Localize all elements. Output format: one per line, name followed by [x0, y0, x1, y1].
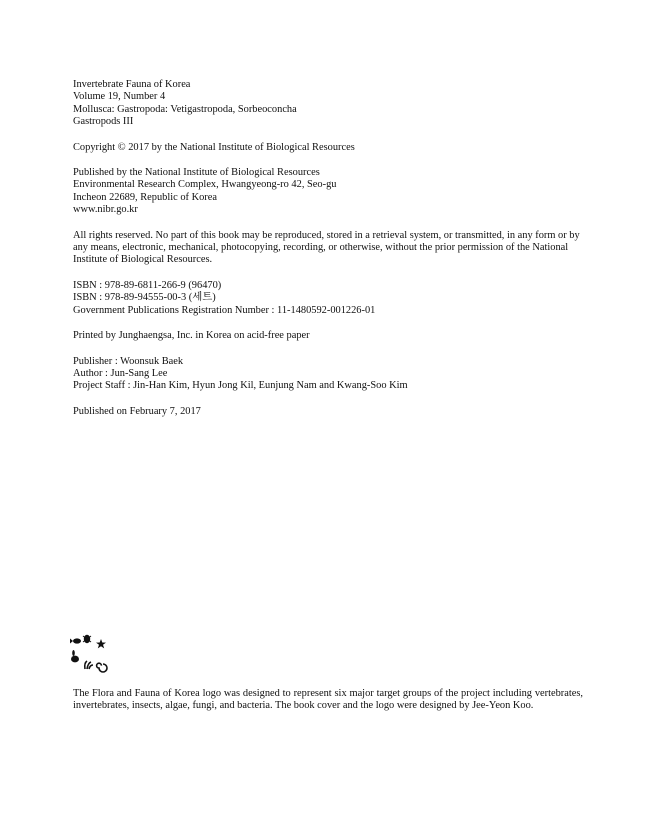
registration-number: Government Publications Registration Number : 11-1480592-001226-01	[73, 304, 376, 316]
publication-date-block	[73, 406, 583, 418]
staff-info	[73, 356, 583, 393]
printer-info	[73, 330, 583, 342]
publisher-address-1: Environmental Research Complex, Hwangyeong-ro 42, Seo-gu	[73, 179, 337, 191]
book-subtitle: Gastropods III	[73, 116, 134, 128]
isbn-set: ISBN : 978-89-94555-00-3 (세트)	[73, 292, 216, 304]
publisher-person: Publisher : Woonsuk Baek	[73, 355, 184, 367]
publisher-website: www.nibr.go.kr	[73, 204, 138, 216]
copyright-page	[73, 79, 583, 431]
volume-number: Volume 19, Number 4	[73, 91, 166, 103]
logo-icon	[70, 633, 112, 675]
publication-date: Published on February 7, 2017	[73, 405, 201, 417]
publisher-name: Published by the National Institute of Biological Resources	[73, 167, 320, 179]
isbn-volume: ISBN : 978-89-6811-266-9 (96470)	[73, 279, 222, 291]
copyright-text: Copyright © 2017 by the National Institute of Biological Resources	[73, 141, 355, 153]
publisher-address-2: Incheon 22689, Republic of Korea	[73, 191, 217, 203]
rights-statement: All rights reserved. No part of this book may be reproduced, stored in a retrieval system, or transmitted, in any form or by any means, electronic, mechanical, photocopying, recording, or otherwise, without the prior permission of the National Institute of Biological Resources.	[73, 229, 580, 266]
publisher-info	[73, 167, 583, 217]
author: Author : Jun-Sang Lee	[73, 367, 168, 379]
taxonomy: Mollusca: Gastropoda: Vetigastropoda, Sorbeoconcha	[73, 103, 297, 115]
series-title: Invertebrate Fauna of Korea	[73, 79, 191, 90]
printer-text: Printed by Junghaengsa, Inc. in Korea on acid-free paper	[73, 330, 310, 342]
copyright-notice	[73, 142, 583, 154]
flora-fauna-logo	[70, 633, 112, 675]
isbn-info	[73, 280, 583, 317]
project-staff: Project Staff : Jin-Han Kim, Hyun Jong Kil, Eunjung Nam and Kwang-Soo Kim	[73, 380, 408, 392]
logo-description: The Flora and Fauna of Korea logo was designed to represent six major target groups of the project including vertebrates, invertebrates, insects, algae, fungi, and bacteria. The book cover and the logo were designed by Jee-Yeon Koo.	[73, 688, 583, 712]
series-info	[73, 79, 583, 129]
